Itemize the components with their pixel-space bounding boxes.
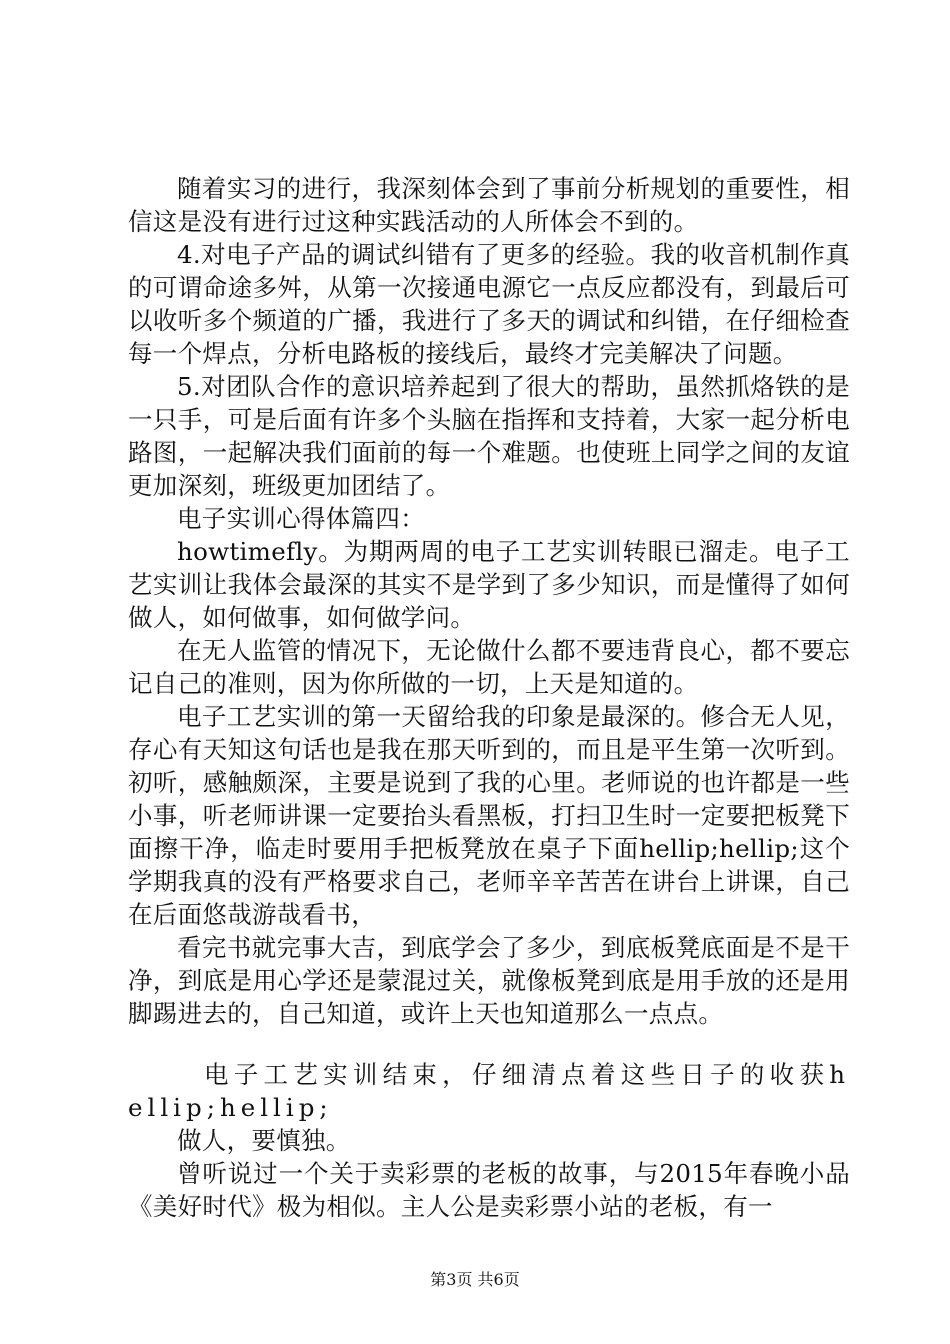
paragraph: 做人，要慎独。 xyxy=(177,1126,351,1155)
paragraph: 在无人监管的情况下，无论做什么都不要违背良心，都不要忘记自己的准则，因为你所做的一切，上天是知道的。 xyxy=(128,636,850,698)
document-body xyxy=(128,172,850,1223)
paragraph: 电子工艺实训的第一天留给我的印象是最深的。修合无人见，存心有天知这句话也是我在那天听到的，而且是平生第一次听到。初听，感触颇深，主要是说到了我的心里。老师说的也许都是一些小事，听老师讲课一定要抬头看黑板，打扫卫生时一定要把板凳下面擦干净，临走时要用手把板凳放在桌子下面hellip;hellip;这个学期我真的没有严格要求自己，老师辛辛苦苦在讲台上讲课，自己在后面悠哉游哉看书， xyxy=(128,702,850,929)
paragraph: howtimefly。为期两周的电子工艺实训转眼已溜走。电子工艺实训让我体会最深的其实不是学到了多少知识，而是懂得了如何做人，如何做事，如何做学问。 xyxy=(128,537,850,632)
paragraph: 曾听说过一个关于卖彩票的老板的故事，与2015年春晚小品《美好时代》极为相似。主人公是卖彩票小站的老板，有一 xyxy=(128,1159,850,1221)
blank-line xyxy=(128,1030,850,1058)
paragraph: 电子工艺实训结束，仔细清点着这些日子的收获hellip;hellip; xyxy=(128,1060,850,1122)
paragraph: 随着实习的进行，我深刻体会到了事前分析规划的重要性，相信这是没有进行过这种实践活动的人所体会不到的。 xyxy=(128,174,850,236)
paragraph: 5.对团队合作的意识培养起到了很大的帮助，虽然抓烙铁的是一只手，可是后面有许多个头脑在指挥和支持着，大家一起分析电路图，一起解决我们面前的每一个难题。也使班上同学之间的友谊更加深刻，班级更加团结了。 xyxy=(128,372,850,500)
section-heading: 电子实训心得体篇四： xyxy=(177,504,425,533)
paragraph: 看完书就完事大吉，到底学会了多少，到底板凳底面是不是干净，到底是用心学还是蒙混过关，就像板凳到底是用手放的还是用脚踢进去的，自己知道，或许上天也知道那么一点点。 xyxy=(128,933,850,1028)
paragraph: 4.对电子产品的调试纠错有了更多的经验。我的收音机制作真的可谓命途多舛，从第一次接通电源它一点反应都没有，到最后可以收听多个频道的广播，我进行了多天的调试和纠错，在仔细检查每一个焊点，分析电路板的接线后，最终才完美解决了问题。 xyxy=(128,240,850,368)
page-number-footer: 第3页 共6页 xyxy=(430,1270,520,1289)
